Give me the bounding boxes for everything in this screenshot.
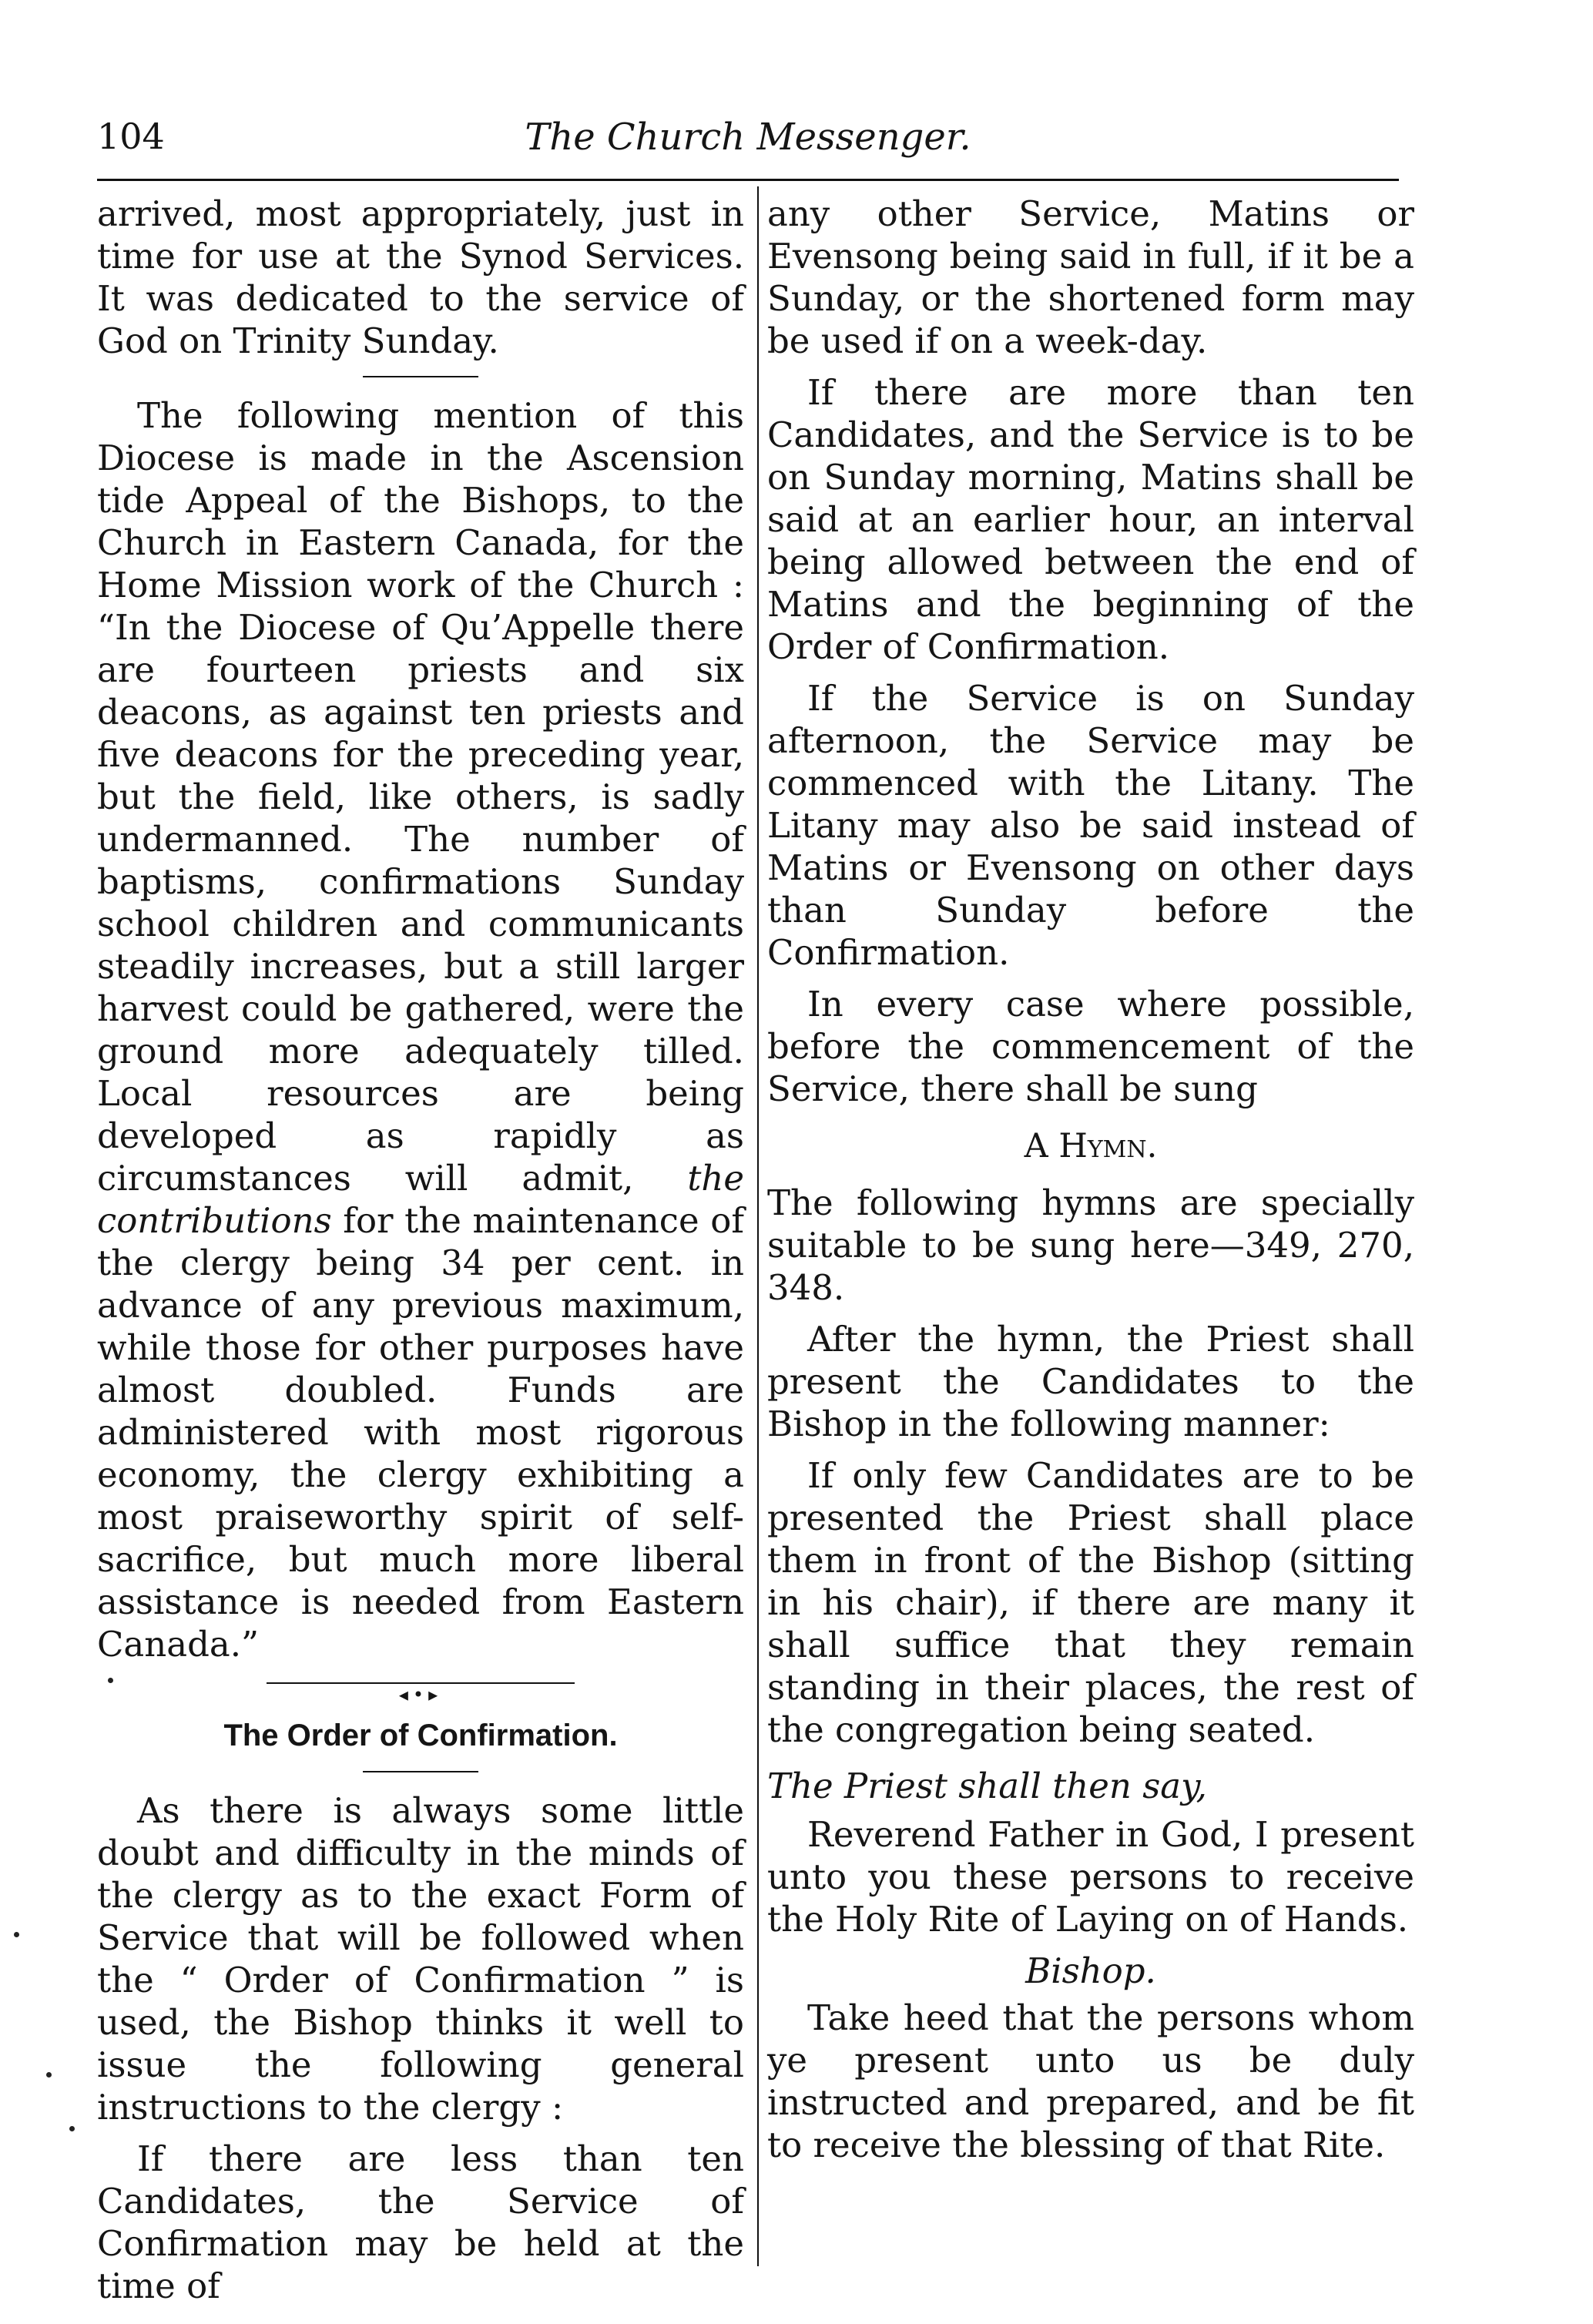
specks	[69, 2126, 75, 2131]
left-paragraph-1: arrived, most appropriately, just in time for use at the Synod Services. It was dedicated to the service of God on Trinity Sunday.	[97, 193, 744, 361]
left-column	[97, 193, 744, 2316]
speaker-label: Bishop.	[1025, 1950, 1156, 1991]
right-paragraph-3: If the Service is on Sunday afternoon, the Service may be commenced with the Litany. The Litany may also be said instead of Matins or Evensong on other days than Sunday before the Confirmation.	[767, 678, 1414, 973]
right-paragraph-8: Reverend Father in God, I present unto you these persons to receive the Holy Rite of Laying on of Hands.	[767, 1814, 1414, 1940]
specks	[108, 1678, 113, 1683]
left-paragraph-3: As there is always some little doubt and difficulty in the minds of the clergy as to the exact Form of Service that will be followed when the “ Order of Confirmation ” is used, the Bishop thinks it well to issue the following general instructions to the clergy :	[97, 1790, 744, 2128]
appeal-italic-text: the contributions	[97, 1158, 745, 1241]
left-paragraph-4: If there are less than ten Candidates, the Service of Confirmation may be held at the time of	[97, 2138, 744, 2306]
right-paragraph-9: Take heed that the persons whom ye present unto us be duly instructed and prepared, and be fit to receive the blessing of that Rite.	[767, 1997, 1414, 2165]
short-divider	[363, 376, 478, 377]
ornamental-divider: ◂•▸	[267, 1682, 575, 1705]
hymn-heading: A Hymn.	[1024, 1127, 1158, 1165]
right-paragraph-1: any other Service, Matins or Evensong being said in full, if it be a Sunday, or the shortened form may be used if on a week-day.	[767, 193, 1414, 361]
rubric: The Priest shall then say,	[767, 1766, 1207, 1806]
header-rule	[97, 179, 1399, 181]
right-paragraph-2: If there are more than ten Candidates, and the Service is to be on Sunday morning, Matins shall be said at an earlier hour, an interval being allowed between the end of Matins and the beginning of the Order of Confirmation.	[767, 372, 1414, 667]
page-number: 104	[97, 116, 165, 157]
section-heading: The Order of Confirmation.	[223, 1719, 618, 1752]
heading-underline	[363, 1771, 478, 1772]
right-column	[767, 193, 1414, 2175]
right-paragraph-4: In every case where possible, before the commencement of the Service, there shall be sung	[767, 984, 1414, 1109]
appeal-text: The following mention of this Diocese is made in the Ascension tide Appeal of the Bishops, to the Church in Eastern Canada, for the Home Mission work of the Church : “In the Diocese of Qu’Appelle there are fourteen priests and six deacons, as against ten priests and five deacons for the preceding year, but the field, like others, is sadly undermanned. The number of baptisms, confirmations Sunday school children and communicants steadily increases, but a still larger harvest could be gathered, were the ground more adequately tilled. Local resources are being developed as rapidly as circumstances will admit,	[97, 395, 744, 1199]
right-paragraph-5: The following hymns are specially suitable to be sung here—349, 270, 348.	[767, 1182, 1414, 1308]
specks	[46, 2072, 52, 2078]
right-paragraph-7: If only few Candidates are to be presented the Priest shall place them in front of the Bishop (sitting in his chair), if there are many it shall suffice that they remain standing in their places, the rest of the congregation being seated.	[767, 1455, 1414, 1750]
right-paragraph-6: After the hymn, the Priest shall present the Candidates to the Bishop in the following manner:	[767, 1319, 1414, 1444]
appeal-text-continued: for the maintenance of the clergy being 34 per cent. in advance of any previous maximum, while those for other purposes have almost doubled. Funds are administered with most rigorous economy, the clergy exhibiting a most praiseworthy spirit of self-sacrifice, but much more liberal assistance is needed from Eastern Canada.”	[97, 1200, 744, 1665]
appeal-paragraph	[97, 394, 744, 1665]
running-title: The Church Messenger.	[525, 116, 971, 159]
column-divider	[757, 186, 759, 2266]
specks	[14, 1932, 19, 1937]
page-header	[97, 116, 1399, 169]
